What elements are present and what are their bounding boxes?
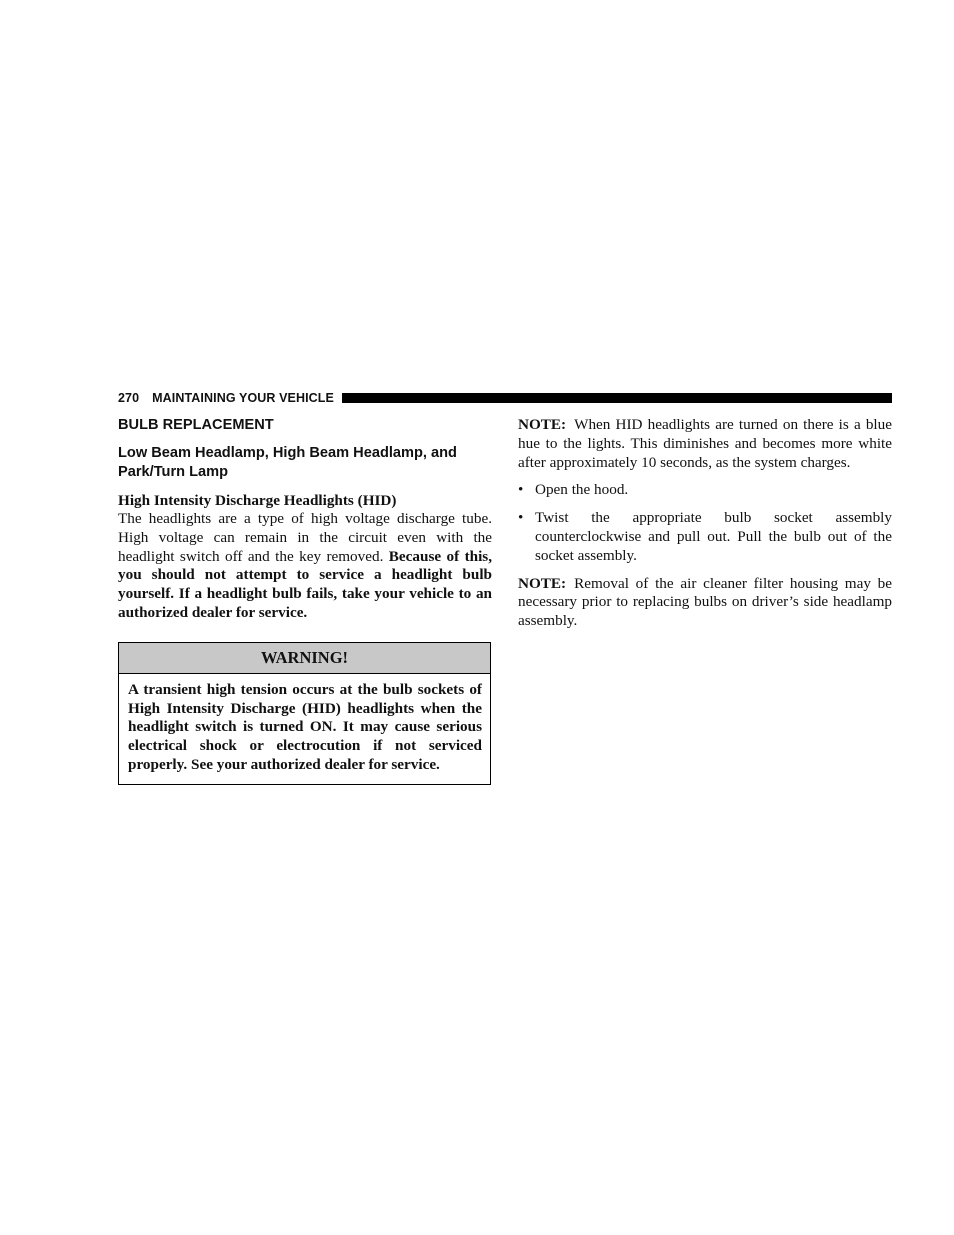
list-item	[518, 509, 892, 565]
hid-paragraph-bold: Because of this, you should not attempt to service a headlight bulb yourself. If a headlight bulb fails, take your vehicle to an authorized dealer for service.	[118, 547, 492, 621]
list-item-text: Open the hood.	[535, 481, 629, 499]
warning-text: A transient high tension occurs at the bulb sockets of High Intensity Discharge (HID) headlights when the headlight switch is turned ON. It may cause serious electrical shock or electrocution if not serviced properly. See your authorized dealer for service.	[128, 680, 482, 773]
section-heading: BULB REPLACEMENT	[118, 417, 274, 433]
note-air-cleaner	[518, 575, 892, 631]
note-label: NOTE:	[518, 574, 567, 592]
note-text: Removal of the air cleaner filter housing may be necessary prior to replacing bulbs on driver’s side headlamp assembly.	[518, 574, 892, 630]
subsection-heading: Low Beam Headlamp, High Beam Headlamp, and Park/Turn Lamp	[118, 445, 457, 480]
header-rule	[342, 393, 892, 403]
list-item	[518, 481, 892, 500]
section-title: MAINTAINING YOUR VEHICLE	[152, 391, 334, 405]
hid-heading: High Intensity Discharge Headlights (HID)	[118, 492, 397, 509]
note-hid-hue	[518, 416, 892, 472]
warning-title: WARNING!	[119, 643, 490, 674]
bullet-icon: •	[518, 481, 524, 499]
right-column	[518, 416, 892, 631]
warning-box	[118, 642, 491, 785]
note-text: When HID headlights are turned on there is a blue hue to the lights. This diminishes and becomes more white after approximately 10 seconds, as the system charges.	[518, 416, 892, 471]
hid-paragraph-text: The headlights are a type of high voltage discharge tube. High voltage can remain in the circuit even with the headlight switch off and the key removed.	[118, 510, 492, 565]
list-item-text: Twist the appropriate bulb socket assembly counterclockwise and pull out. Pull the bulb out of the socket assembly.	[535, 509, 892, 564]
left-column	[118, 416, 492, 785]
page-number: 270	[118, 391, 140, 405]
procedure-list	[518, 481, 892, 565]
bullet-icon: •	[518, 509, 524, 527]
note-label: NOTE:	[518, 416, 567, 433]
hid-paragraph	[118, 510, 492, 623]
page-header	[118, 389, 892, 407]
